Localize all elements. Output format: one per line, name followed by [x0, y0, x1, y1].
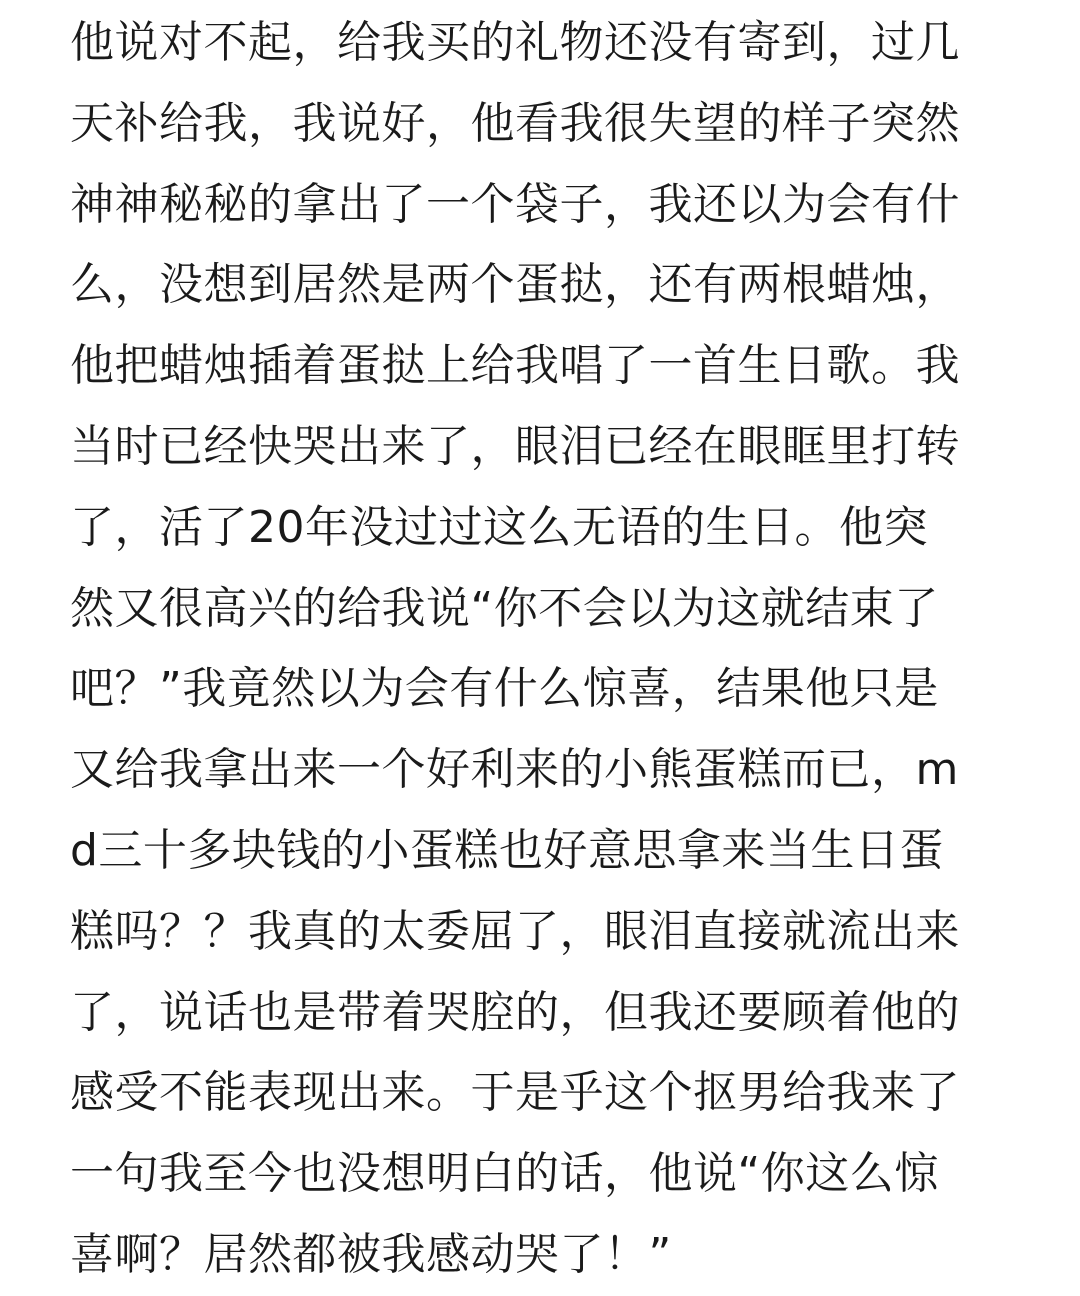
text-line: 糕吗？？我真的太委屈了，眼泪直接就流出来	[70, 905, 960, 957]
text-line: 感受不能表现出来。于是乎这个抠男给我来了	[70, 1067, 960, 1119]
text-line: 他把蜡烛插着蛋挞上给我唱了一首生日歌。我	[70, 340, 960, 392]
post-body-text	[70, 3, 1030, 1296]
text-line: 喜啊？居然都被我感动哭了！”	[70, 1228, 672, 1280]
text-line: 一句我至今也没想明白的话，他说“你这么惊	[70, 1148, 939, 1200]
text-line: 他说对不起，给我买的礼物还没有寄到，过几	[70, 17, 960, 68]
text-line: 吧？”我竟然以为会有什么惊喜，结果他只是	[70, 663, 939, 715]
text-line: 了，活了20年没过过这么无语的生日。他突	[70, 501, 928, 553]
text-line: 又给我拿出来一个好利来的小熊蛋糕而已，m	[70, 744, 959, 796]
text-line: 天补给我，我说好，他看我很失望的样子突然	[70, 97, 960, 149]
text-line: 了，说话也是带着哭腔的，但我还要顾着他的	[70, 986, 960, 1038]
text-line: 然又很高兴的给我说“你不会以为这就结束了	[70, 582, 939, 634]
text-line: 当时已经快哭出来了，眼泪已经在眼眶里打转	[70, 420, 960, 472]
text-line: 神神秘秘的拿出了一个袋子，我还以为会有什	[70, 178, 960, 230]
text-line: 么，没想到居然是两个蛋挞，还有两根蜡烛，	[70, 259, 960, 311]
text-line: d三十多块钱的小蛋糕也好意思拿来当生日蛋	[70, 824, 944, 876]
